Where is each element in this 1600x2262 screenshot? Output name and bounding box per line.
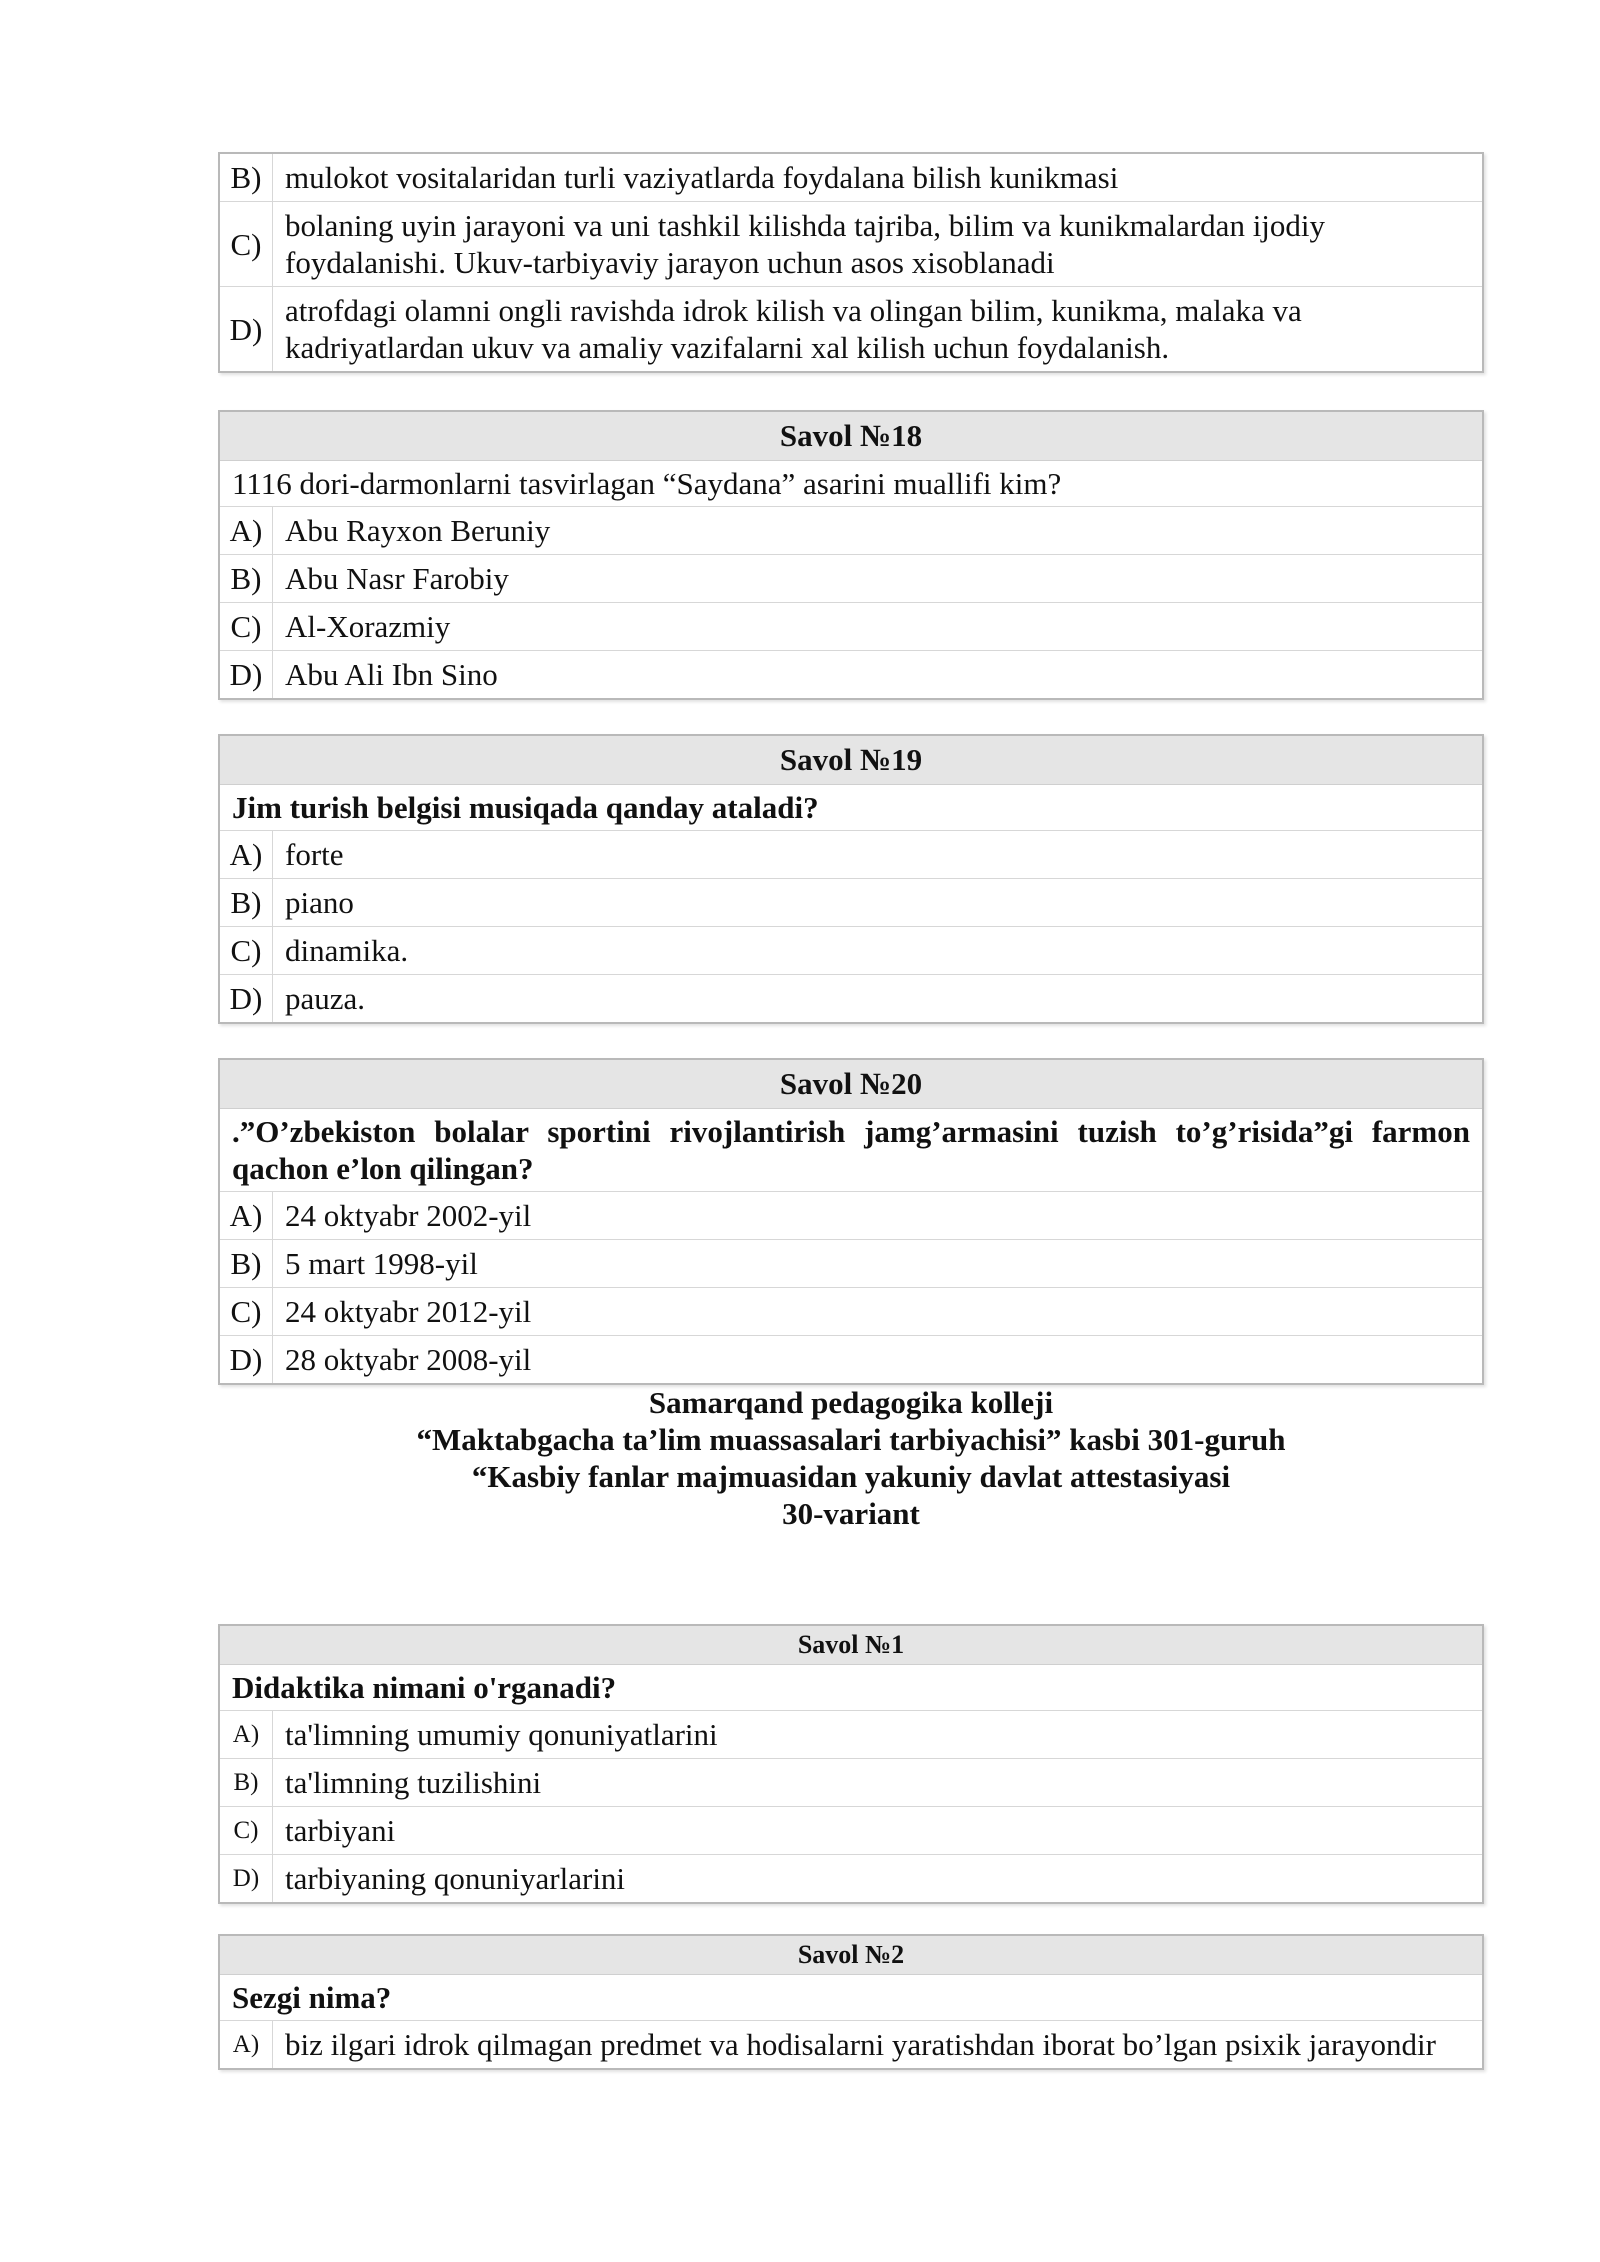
- exam-header: [218, 1384, 1484, 1532]
- option-letter: A): [219, 2021, 273, 2070]
- option-row: [219, 2021, 1483, 2070]
- option-row: [219, 831, 1483, 879]
- variant-number: 30-variant: [782, 1496, 920, 1531]
- option-text: Al-Xorazmiy: [273, 603, 1484, 651]
- option-text: Abu Nasr Farobiy: [273, 555, 1484, 603]
- option-text: Abu Rayxon Beruniy: [273, 507, 1484, 555]
- option-text: forte: [273, 831, 1484, 879]
- question-19: [218, 734, 1484, 1024]
- option-letter: C): [219, 202, 273, 287]
- question-18: [218, 410, 1484, 700]
- option-letter: D): [219, 975, 273, 1024]
- question-text: 1116 dori-darmonlarni tasvirlagan “Saydana” asarini muallifi kim?: [219, 461, 1483, 507]
- option-row: [219, 603, 1483, 651]
- option-row: [219, 287, 1483, 373]
- option-text: bolaning uyin jarayoni va uni tashkil kilishda tajriba, bilim va kunikmalardan ijodiy foydalanishi. Ukuv-tarbiyaviy jarayon uchun asos xisoblanadi: [273, 202, 1484, 287]
- option-row: [219, 1288, 1483, 1336]
- option-text: tarbiyani: [273, 1807, 1484, 1855]
- option-row: [219, 879, 1483, 927]
- option-row: [219, 1711, 1483, 1759]
- option-letter: C): [219, 1288, 273, 1336]
- option-row: [219, 555, 1483, 603]
- college-name: Samarqand pedagogika kolleji: [648, 1385, 1054, 1420]
- option-letter: B): [219, 153, 273, 202]
- question-1: [218, 1624, 1484, 1904]
- question-20: [218, 1058, 1484, 1385]
- question-title: Savol №1: [219, 1625, 1483, 1665]
- option-text: biz ilgari idrok qilmagan predmet va hodisalarni yaratishdan iborat bo’lgan psixik jarayondir: [273, 2021, 1484, 2070]
- option-letter: A): [219, 507, 273, 555]
- question-title: Savol №20: [219, 1059, 1483, 1109]
- question-2: [218, 1934, 1484, 2070]
- option-letter: D): [219, 1855, 273, 1904]
- option-letter: D): [219, 651, 273, 700]
- option-letter: A): [219, 1711, 273, 1759]
- question-text: Sezgi nima?: [219, 1975, 1483, 2021]
- option-row: [219, 1240, 1483, 1288]
- option-letter: B): [219, 1240, 273, 1288]
- option-letter: B): [219, 879, 273, 927]
- option-letter: C): [219, 603, 273, 651]
- option-letter: C): [219, 927, 273, 975]
- option-row: [219, 1336, 1483, 1385]
- question-text: .”O’zbekiston bolalar sportini rivojlantirish jamg’armasini tuzish to’g’risida”gi farmon qachon e’lon qilingan?: [219, 1109, 1483, 1192]
- option-text: 24 oktyabr 2012-yil: [273, 1288, 1484, 1336]
- question-title: Savol №18: [219, 411, 1483, 461]
- question-title: Savol №19: [219, 735, 1483, 785]
- option-row: [219, 202, 1483, 287]
- option-row: [219, 1855, 1483, 1904]
- question-text: Didaktika nimani o'rganadi?: [219, 1665, 1483, 1711]
- option-letter: D): [219, 1336, 273, 1385]
- question-17-continuation: [218, 152, 1484, 373]
- option-text: tarbiyaning qonuniyarlarini: [273, 1855, 1484, 1904]
- option-text: 24 oktyabr 2002-yil: [273, 1192, 1484, 1240]
- option-text: 28 oktyabr 2008-yil: [273, 1336, 1484, 1385]
- profession-group: “Maktabgacha ta’lim muassasalari tarbiyachisi” kasbi 301-guruh: [416, 1422, 1286, 1457]
- option-row: [219, 1759, 1483, 1807]
- option-row: [219, 1807, 1483, 1855]
- question-text: Jim turish belgisi musiqada qanday ataladi?: [219, 785, 1483, 831]
- option-row: [219, 1192, 1483, 1240]
- option-text: pauza.: [273, 975, 1484, 1024]
- option-text: Abu Ali Ibn Sino: [273, 651, 1484, 700]
- option-text: ta'limning tuzilishini: [273, 1759, 1484, 1807]
- option-text: ta'limning umumiy qonuniyatlarini: [273, 1711, 1484, 1759]
- option-row: [219, 507, 1483, 555]
- option-row: [219, 651, 1483, 700]
- exam-title: “Kasbiy fanlar majmuasidan yakuniy davlat attestasiyasi: [471, 1459, 1231, 1494]
- option-letter: B): [219, 1759, 273, 1807]
- option-letter: B): [219, 555, 273, 603]
- option-letter: C): [219, 1807, 273, 1855]
- option-text: atrofdagi olamni ongli ravishda idrok kilish va olingan bilim, kunikma, malaka va kadriyatlardan ukuv va amaliy vazifalarni xal kilish uchun foydalanish.: [273, 287, 1484, 373]
- option-row: [219, 153, 1483, 202]
- option-letter: A): [219, 1192, 273, 1240]
- option-letter: D): [219, 287, 273, 373]
- question-title: Savol №2: [219, 1935, 1483, 1975]
- option-row: [219, 927, 1483, 975]
- option-text: dinamika.: [273, 927, 1484, 975]
- option-row: [219, 975, 1483, 1024]
- option-text: 5 mart 1998-yil: [273, 1240, 1484, 1288]
- option-letter: A): [219, 831, 273, 879]
- option-text: mulokot vositalaridan turli vaziyatlarda foydalana bilish kunikmasi: [273, 153, 1484, 202]
- option-text: piano: [273, 879, 1484, 927]
